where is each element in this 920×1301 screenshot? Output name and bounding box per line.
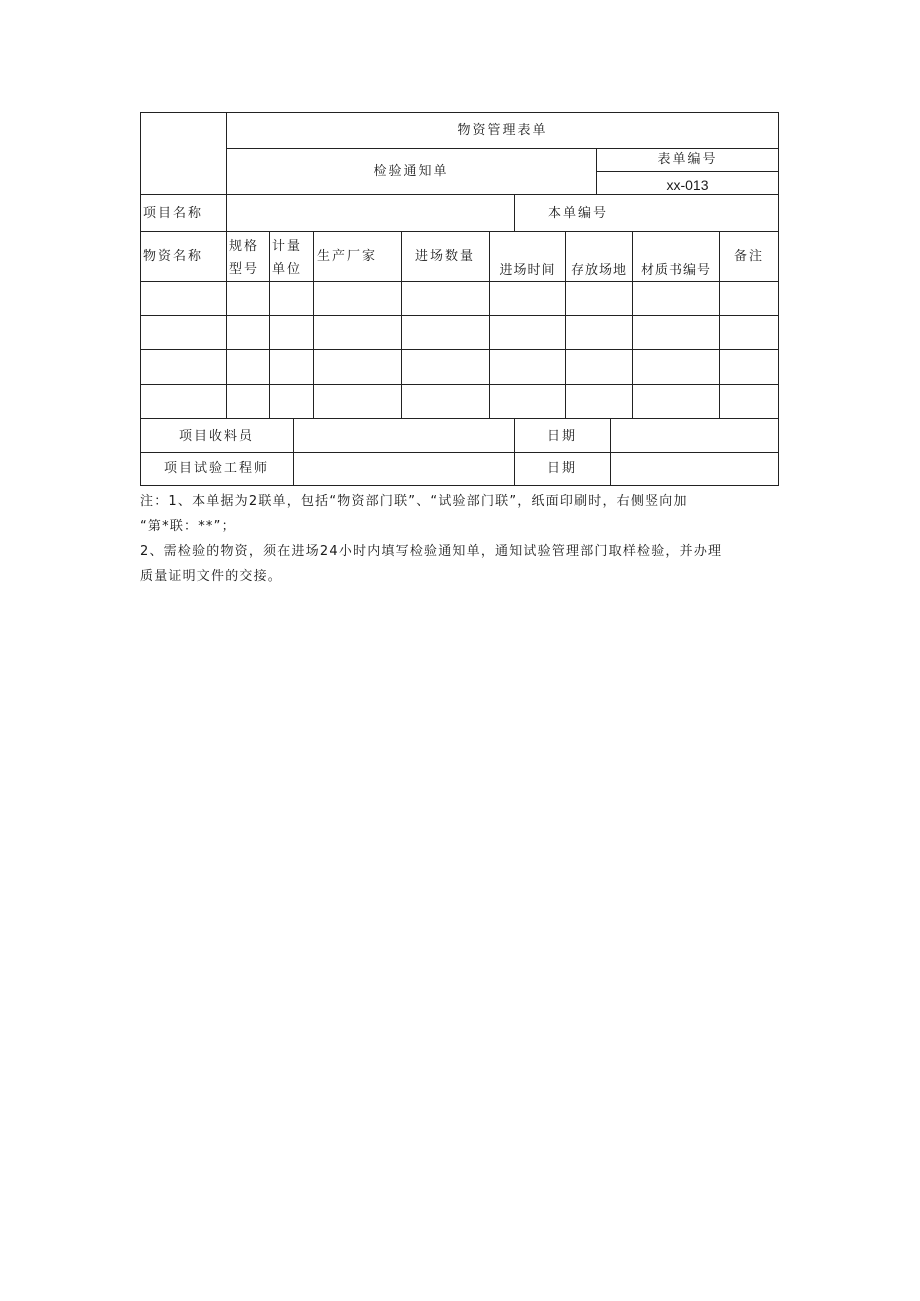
note-line-3: 2、需检验的物资，须在进场24小时内填写检验通知单，通知试验管理部门取样检验，并办理: [140, 544, 723, 559]
signature-label-divider: [293, 418, 294, 485]
header-bottom-line: [140, 194, 779, 195]
header-divider: [226, 148, 779, 149]
row-line-1: [140, 315, 779, 316]
form-number-value: xx-013: [666, 177, 709, 193]
form-number-divider: [596, 171, 779, 172]
project-name-label-divider: [226, 194, 227, 231]
table-border-right: [778, 112, 779, 486]
header-spec-line1: 规格: [229, 239, 260, 254]
header-manufacturer: 生产厂家: [317, 249, 378, 264]
header-spec-line2: 型号: [229, 262, 260, 277]
col-divider-6: [565, 231, 566, 418]
col-divider-3: [313, 231, 314, 418]
col-divider-7: [632, 231, 633, 418]
project-row-bottom-line: [140, 231, 779, 232]
row-line-3: [140, 384, 779, 385]
row-line-4: [140, 418, 779, 419]
note-line-1: 注：1、本单据为2联单，包括“物资部门联”、“试验部门联”，纸面印刷时，右侧竖向加: [140, 494, 688, 509]
header-storage: 存放场地: [570, 263, 627, 278]
category-title: 物资管理表单: [457, 123, 548, 138]
project-name-label: 项目名称: [143, 206, 204, 221]
date-label-2: 日期: [546, 461, 577, 476]
this-number-label: 本单编号: [547, 206, 608, 221]
row-line-2: [140, 349, 779, 350]
col-divider-2: [269, 231, 270, 418]
date-label-1: 日期: [546, 429, 577, 444]
form-number-label: 表单编号: [657, 152, 718, 167]
header-certificate: 材质书编号: [640, 263, 711, 278]
signature-divider: [140, 452, 779, 453]
date-label-divider: [610, 418, 611, 485]
note-line-4: 质量证明文件的交接。: [140, 569, 283, 584]
header-material-name: 物资名称: [143, 249, 204, 264]
table-border-top: [140, 112, 779, 113]
engineer-label: 项目试验工程师: [163, 461, 269, 476]
column-header-bottom-line: [140, 281, 779, 282]
note-line-2: “第*联：**”；: [140, 519, 236, 534]
header-remarks: 备注: [733, 249, 764, 264]
header-unit-line1: 计量: [272, 239, 303, 254]
col-divider-5: [489, 231, 490, 418]
header-unit-line2: 单位: [272, 262, 303, 277]
receiver-label: 项目收料员: [178, 429, 254, 444]
table-border-bottom: [140, 485, 779, 486]
header-quantity: 进场数量: [414, 249, 475, 264]
form-title: 检验通知单: [373, 164, 449, 179]
col-divider-1: [226, 231, 227, 418]
header-entry-time: 进场时间: [499, 263, 556, 278]
